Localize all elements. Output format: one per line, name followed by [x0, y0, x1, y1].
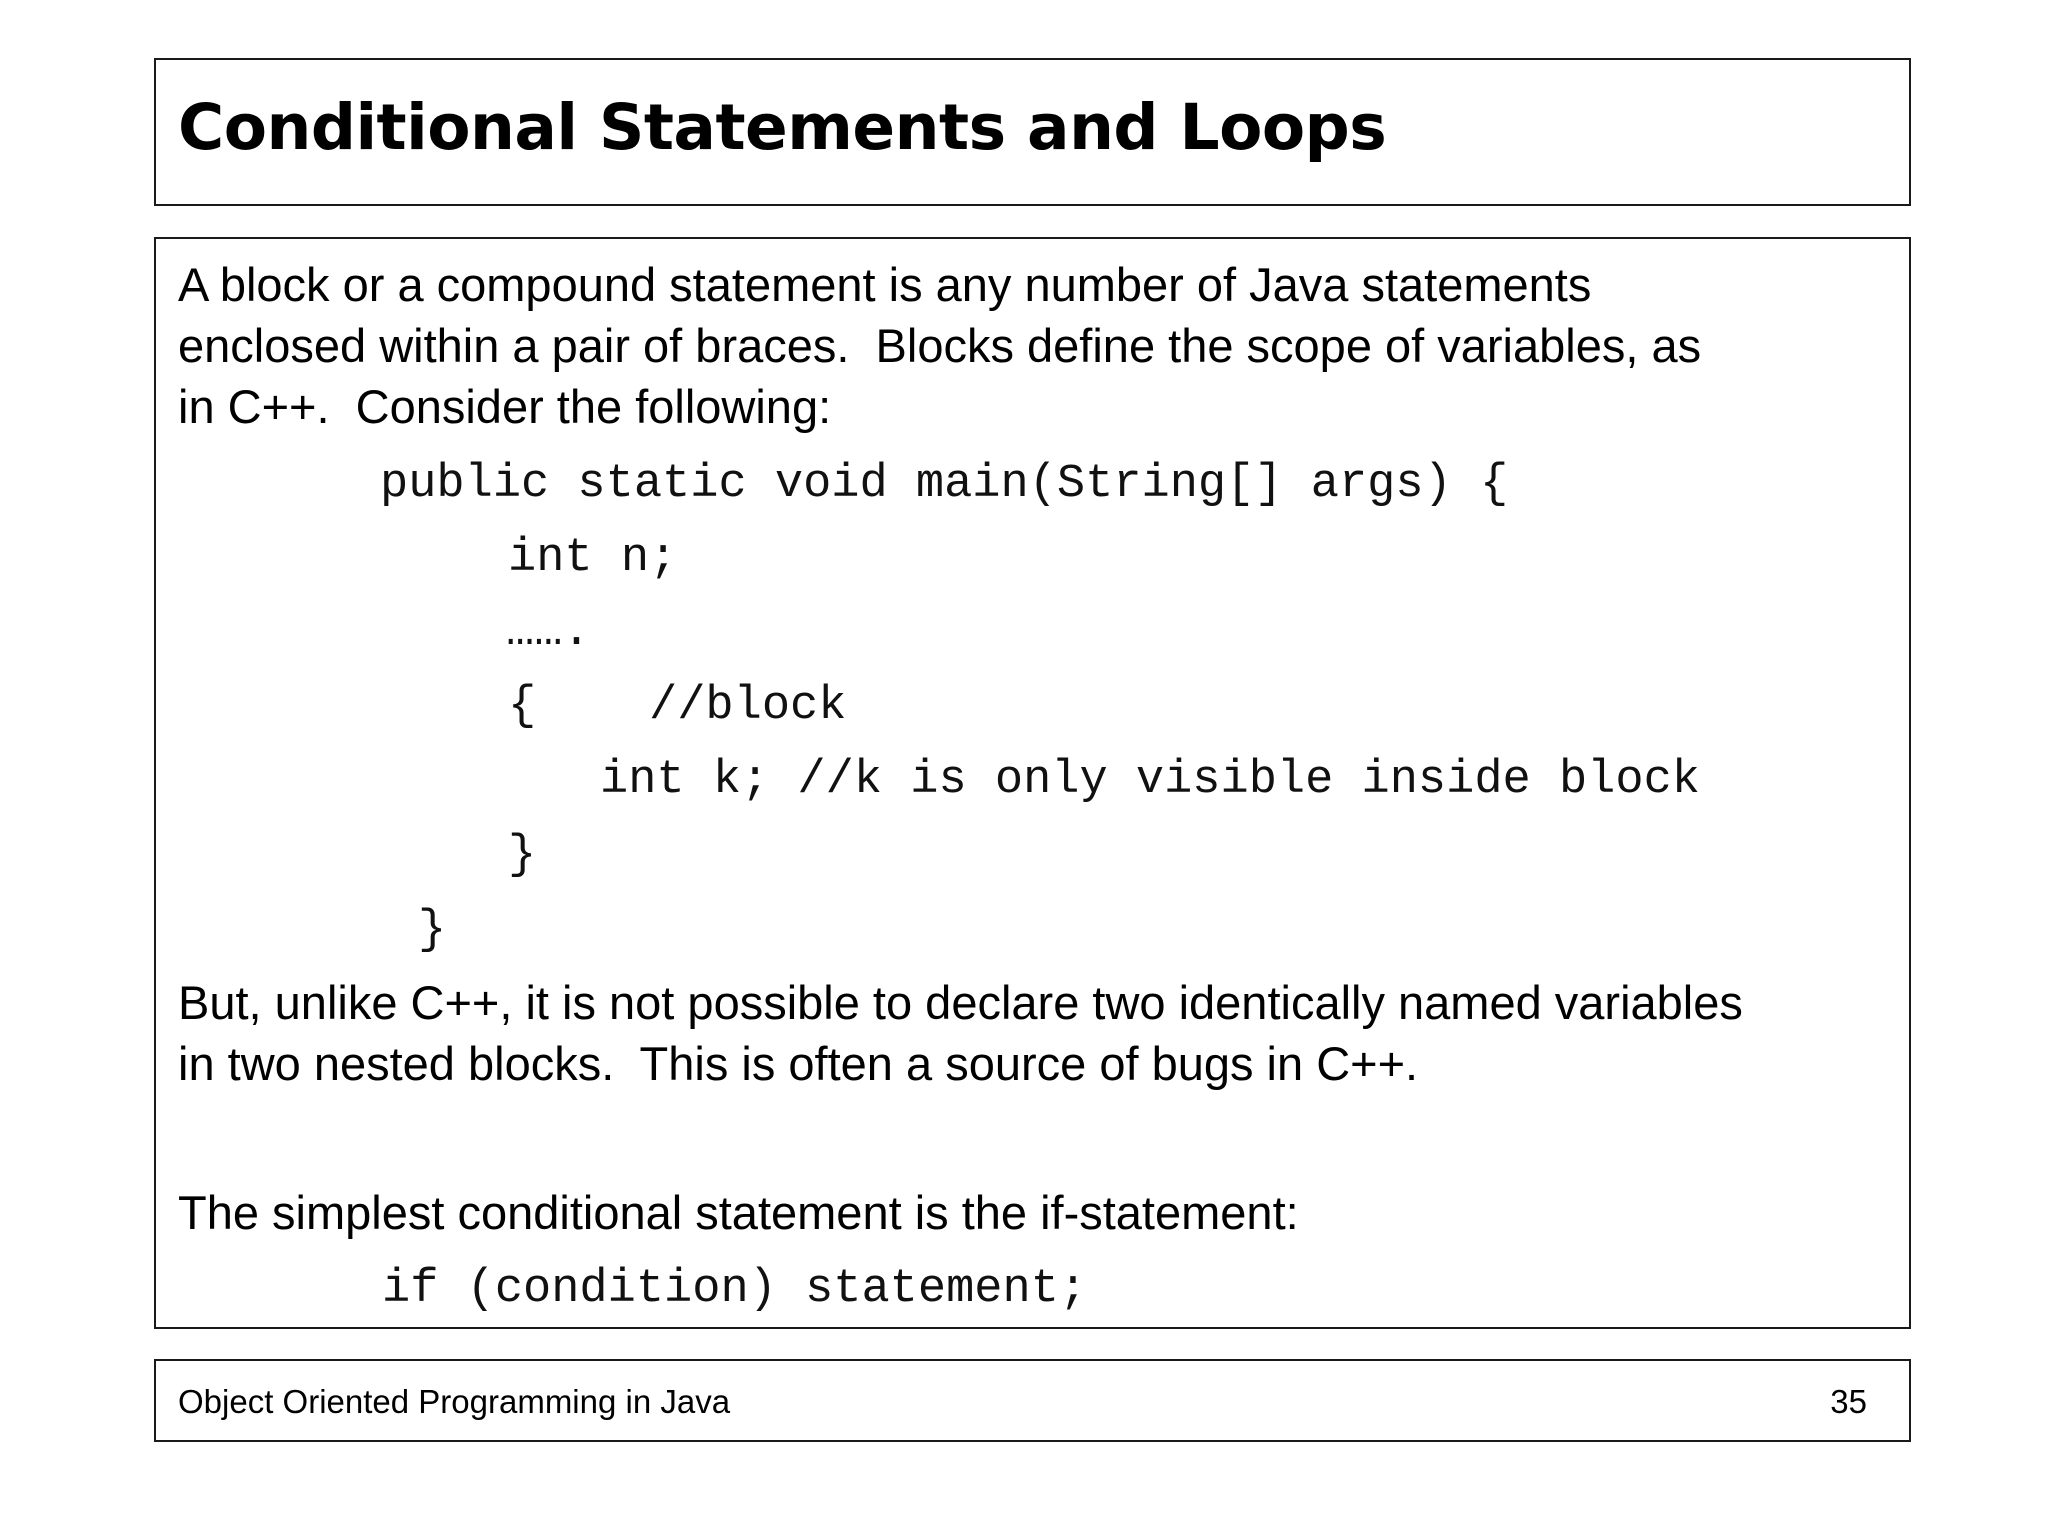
footer-box — [154, 1359, 1911, 1442]
code-line-ellipsis: ……. — [506, 606, 591, 659]
page-number: 35 — [1830, 1383, 1867, 1420]
title-box — [154, 58, 1911, 206]
paragraph1-line-3: in C++. Consider the following: — [178, 380, 832, 433]
paragraph1-line-2: enclosed within a pair of braces. Blocks define the scope of variables, as — [178, 319, 1702, 372]
content-box — [154, 237, 1911, 1329]
paragraph1-line-1: A block or a compound statement is any number of Java statements — [178, 258, 1592, 311]
paragraph2-line-1: But, unlike C++, it is not possible to declare two identically named variables — [178, 976, 1743, 1029]
code-line-if-statement: if (condition) statement; — [382, 1263, 1088, 1316]
code-line-block-close: } — [508, 829, 537, 882]
code-line-main-signature: public static void main(String[] args) { — [380, 458, 1509, 511]
code-line-main-close: } — [418, 904, 447, 957]
footer-course-title: Object Oriented Programming in Java — [178, 1383, 731, 1420]
code-line-int-n: int n; — [508, 532, 678, 585]
paragraph2-line-2: in two nested blocks. This is often a source of bugs in C++. — [178, 1037, 1419, 1090]
code-line-int-k: int k; //k is only visible inside block — [600, 754, 1700, 807]
paragraph3: The simplest conditional statement is the if-statement: — [178, 1186, 1299, 1239]
code-line-block-open: { //block — [508, 680, 847, 733]
slide-title: Conditional Statements and Loops — [178, 91, 1387, 164]
